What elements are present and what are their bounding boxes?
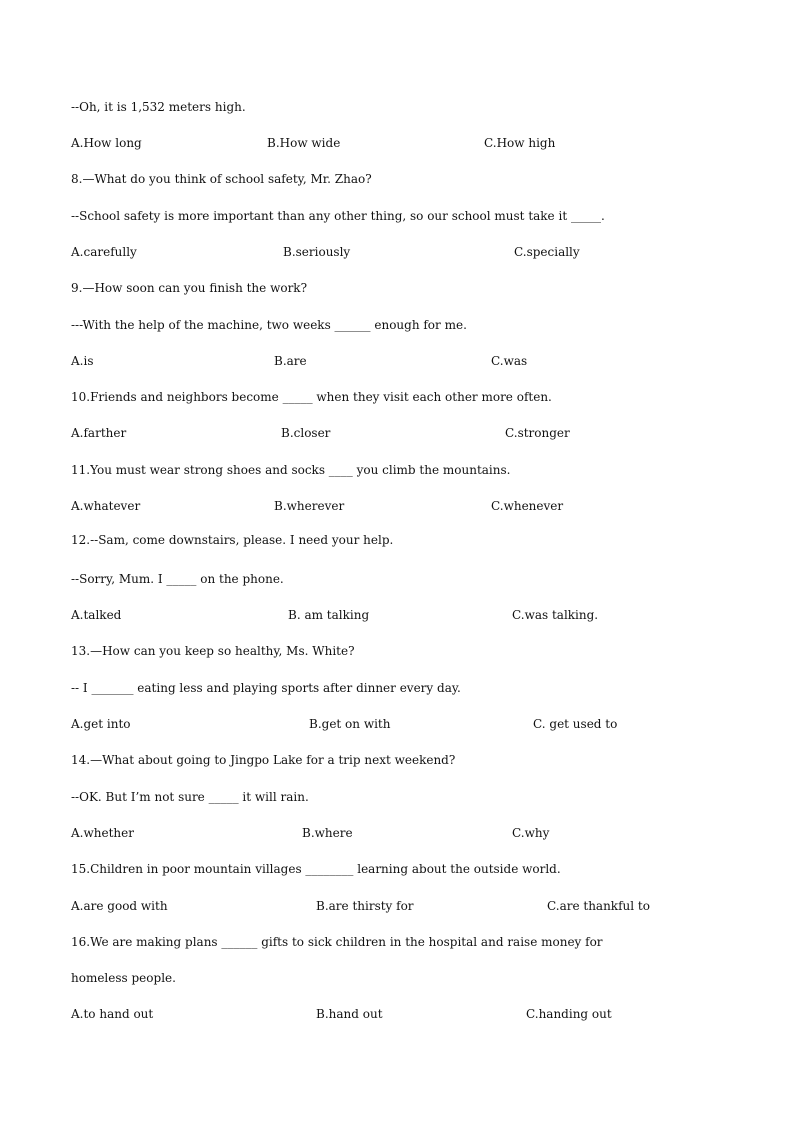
option-a: A.to hand out: [71, 1007, 154, 1021]
option-b: B.closer: [281, 426, 331, 440]
question-line: ---With the help of the machine, two weeks ______ enough for me.: [71, 318, 467, 332]
option-c: C.was talking.: [512, 608, 599, 622]
option-a: A.carefully: [71, 245, 137, 259]
question-line: 12.--Sam, come downstairs, please. I need your help.: [71, 533, 394, 547]
option-b: B.get on with: [309, 717, 391, 731]
option-b: B.where: [302, 826, 353, 840]
option-a: A.farther: [71, 426, 127, 440]
option-b: B.How wide: [267, 136, 341, 150]
question-line: 9.—How soon can you finish the work?: [71, 281, 308, 295]
question-line: homeless people.: [71, 971, 176, 985]
option-b: B.seriously: [283, 245, 351, 259]
option-c: C.specially: [514, 245, 580, 259]
question-line: 10.Friends and neighbors become _____ when they visit each other more often.: [71, 390, 552, 404]
option-c: C.are thankful to: [547, 899, 650, 913]
option-a: A.are good with: [71, 899, 168, 913]
option-c: C. get used to: [533, 717, 618, 731]
option-a: A.talked: [71, 608, 122, 622]
option-a: A.whether: [71, 826, 134, 840]
option-c: C.How high: [484, 136, 556, 150]
option-a: A.is: [71, 354, 94, 368]
option-a: A.whatever: [71, 499, 141, 513]
question-line: 15.Children in poor mountain villages ________ learning about the outside world.: [71, 862, 561, 876]
question-line: 11.You must wear strong shoes and socks ____ you climb the mountains.: [71, 463, 511, 477]
option-b: B.are: [274, 354, 307, 368]
question-line: --Oh, it is 1,532 meters high.: [71, 100, 246, 114]
option-b: B.hand out: [316, 1007, 383, 1021]
question-line: --OK. But I’m not sure _____ it will rain.: [71, 790, 309, 804]
question-line: --Sorry, Mum. I _____ on the phone.: [71, 572, 284, 586]
option-a: A.get into: [71, 717, 131, 731]
option-b: B. am talking: [288, 608, 370, 622]
option-c: C.whenever: [491, 499, 564, 513]
question-line: 13.—How can you keep so healthy, Ms. White?: [71, 644, 355, 658]
option-c: C.was: [491, 354, 528, 368]
option-c: C.handing out: [526, 1007, 612, 1021]
question-line: -- I _______ eating less and playing sports after dinner every day.: [71, 681, 461, 695]
question-line: --School safety is more important than any other thing, so our school must take it _____.: [71, 209, 605, 223]
option-b: B.are thirsty for: [316, 899, 414, 913]
question-line: 8.—What do you think of school safety, Mr. Zhao?: [71, 172, 372, 186]
question-line: 16.We are making plans ______ gifts to sick children in the hospital and raise money for: [71, 935, 603, 949]
option-a: A.How long: [71, 136, 142, 150]
option-c: C.stronger: [505, 426, 570, 440]
option-c: C.why: [512, 826, 550, 840]
option-b: B.wherever: [274, 499, 345, 513]
question-line: 14.—What about going to Jingpo Lake for a trip next weekend?: [71, 753, 456, 767]
